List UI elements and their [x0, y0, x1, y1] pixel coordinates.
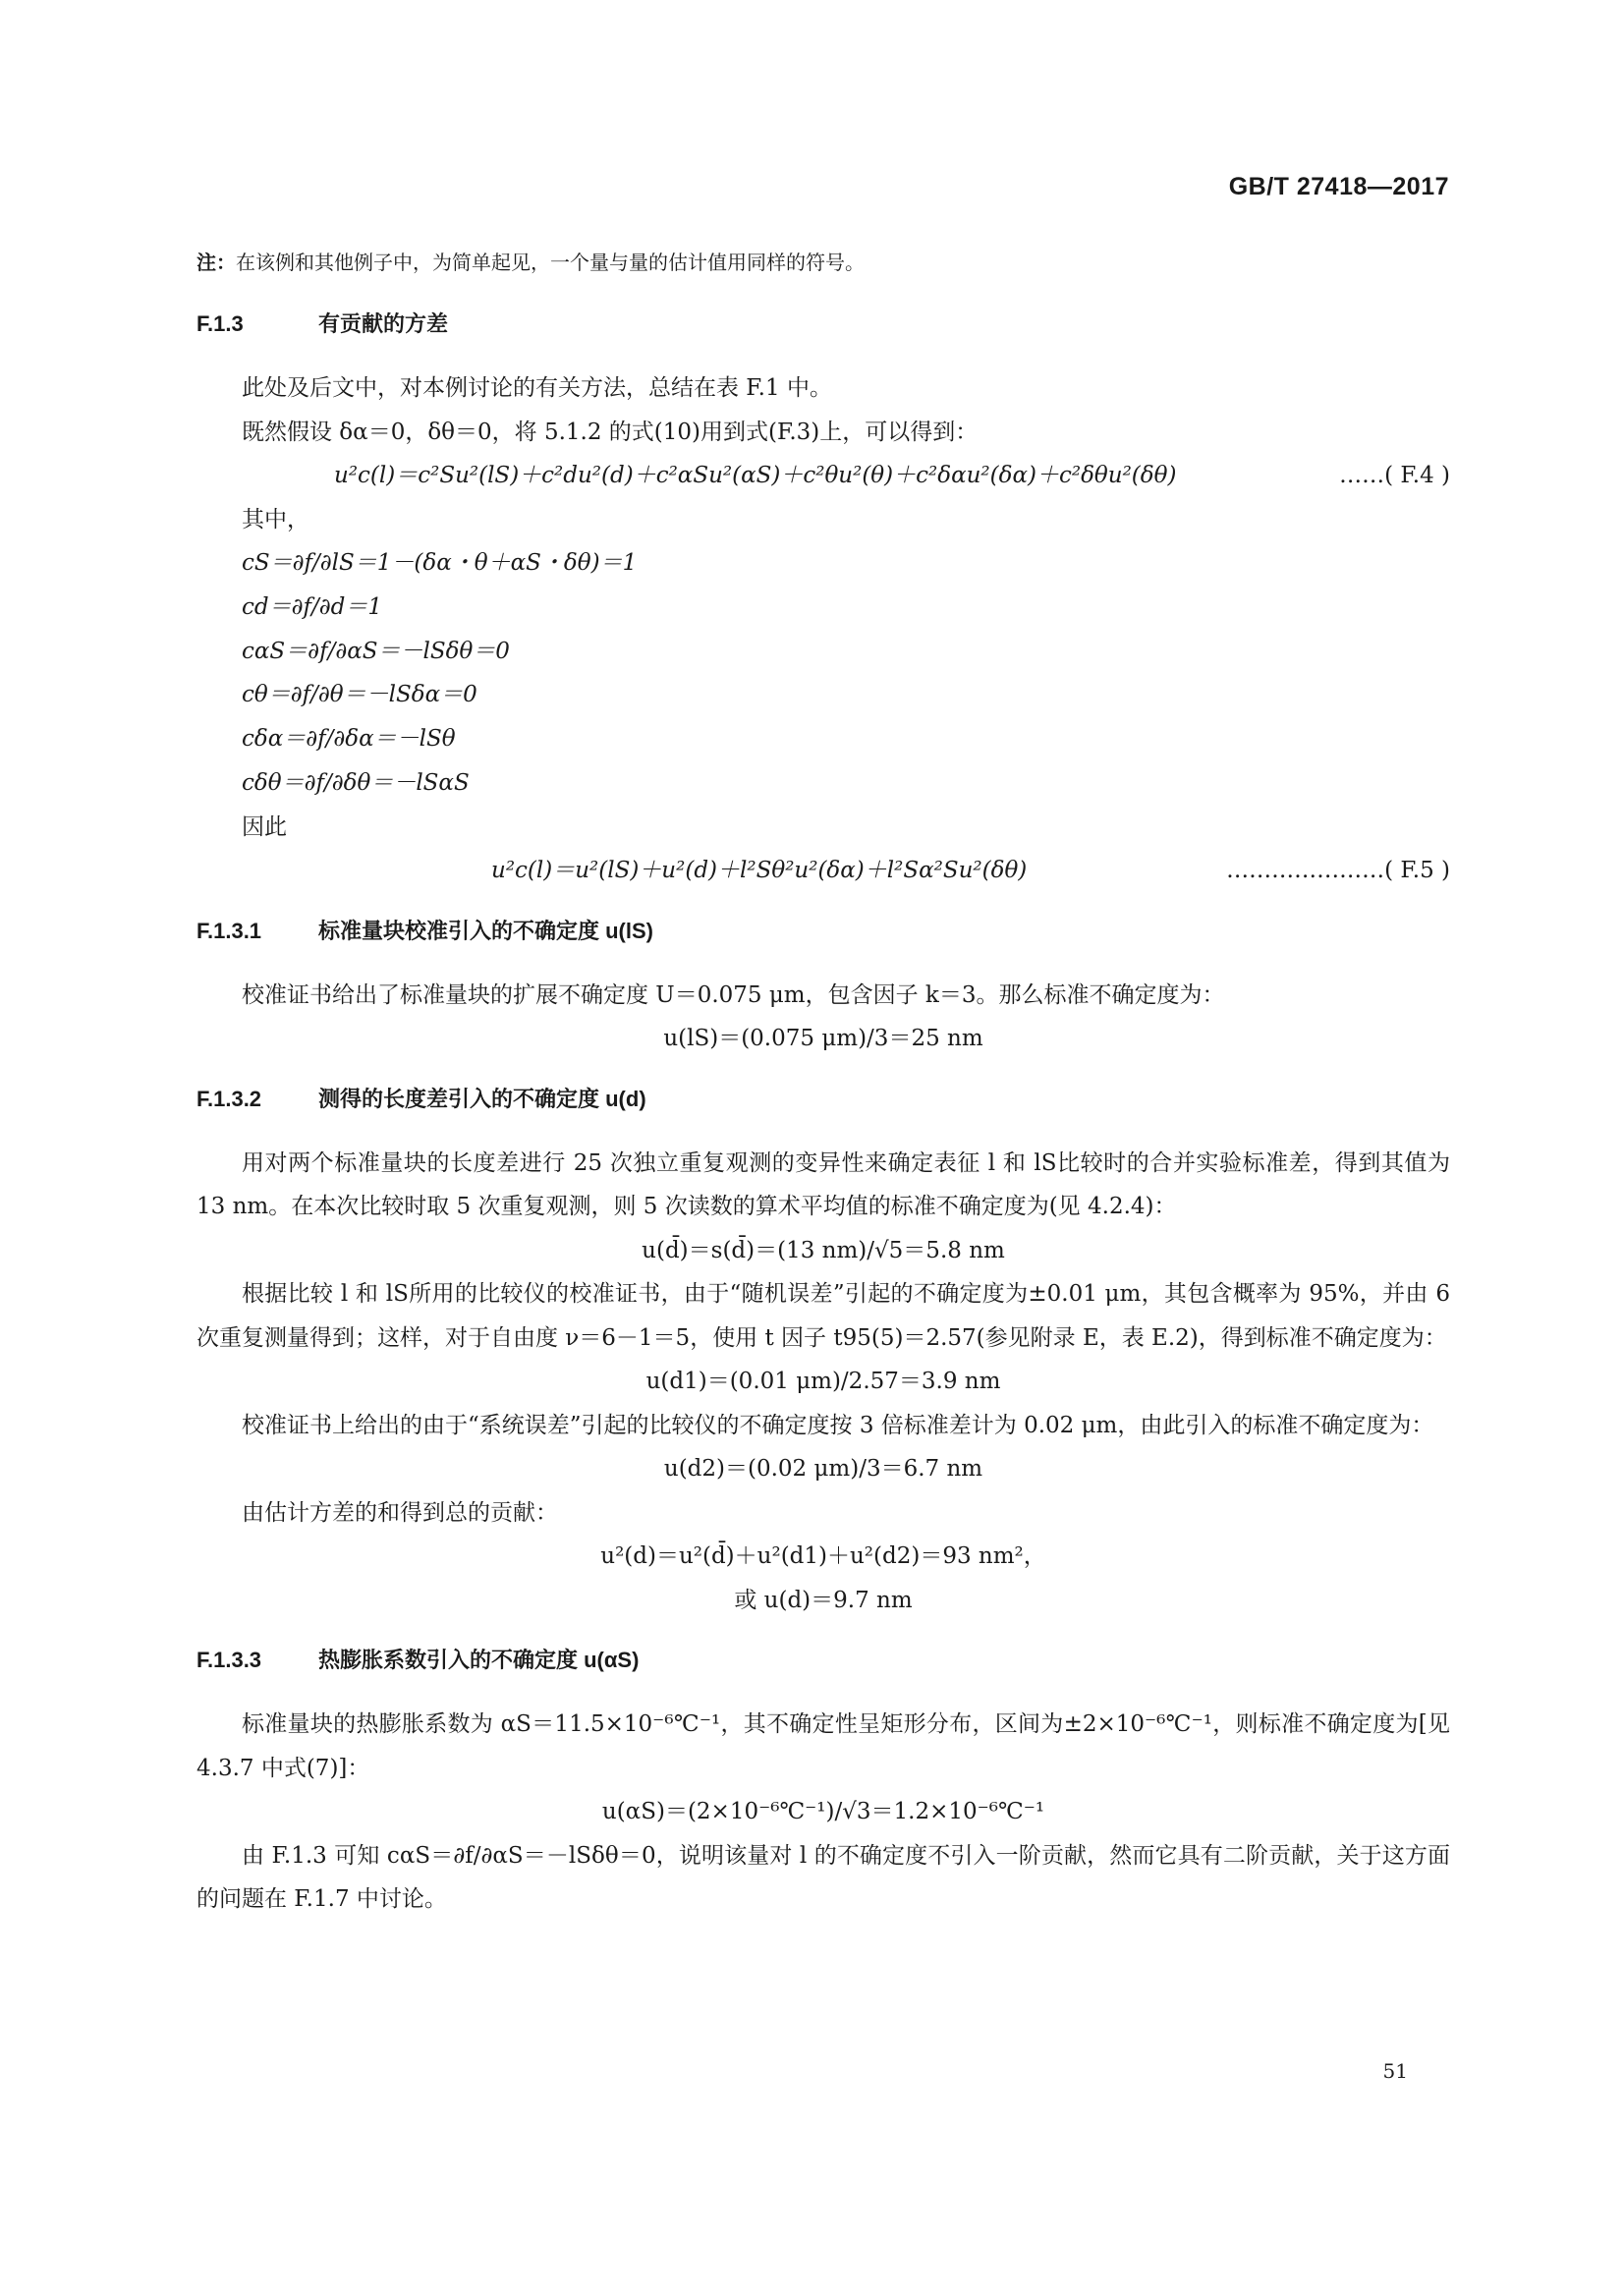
paragraph: 其中，	[242, 506, 309, 532]
paragraph: 由 F.1.3 可知 cαS＝∂f/∂αS＝－lSδθ＝0，说明该量对 l 的不确定度不引入一阶贡献，然而它具有二阶贡献，关于这方面的问题在 F.1.7 中讨论。	[196, 1842, 1450, 1913]
paragraph: 由估计方差的和得到总的贡献：	[242, 1499, 558, 1526]
paragraph: 此处及后文中，对本例讨论的有关方法，总结在表 F.1 中。	[242, 375, 832, 401]
equation-number: …………………( F.5 )	[1226, 858, 1450, 884]
paragraph: 标准量块的热膨胀系数为 αS＝11.5×10⁻⁶℃⁻¹，其不确定性呈矩形分布，区间为±2×10⁻⁶℃⁻¹，则标准不确定度为[见 4.3.7 中式(7)]：	[196, 1711, 1450, 1781]
definition-line: cαS＝∂f/∂αS＝－lSδθ＝0	[242, 638, 510, 664]
equation-body: u²c(l)＝c²Su²(lS)＋c²du²(d)＋c²αSu²(αS)＋c²θu²(θ)＋c²δαu²(δα)＋c²δθu²(δθ)	[334, 463, 1177, 488]
paragraph: 根据比较 l 和 lS所用的比较仪的校准证书，由于“随机误差”引起的不确定度为±0.01 μm，其包含概率为 95%，并由 6 次重复测量得到；这样，对于自由度 ν＝6－1＝5，使用 t 因子 t95(5)＝2.57(参见附录 E，表 E.2)，得到标准不确定度为：	[196, 1281, 1450, 1351]
equation: u(lS)＝(0.075 μm)/3＝25 nm	[663, 1026, 983, 1052]
section-heading-f133	[196, 1644, 1450, 1677]
definition-line: cd＝∂f/∂d＝1	[242, 593, 383, 620]
section-title: 有贡献的方差	[318, 311, 449, 336]
equation-number: ……( F.4 )	[1339, 463, 1450, 488]
note-text: 在该例和其他例子中，为简单起见，一个量与量的估计值用同样的符号。	[236, 251, 865, 274]
section-number: F.1.3.3	[196, 1648, 262, 1673]
section-number: F.1.3	[196, 311, 244, 336]
definition-line: cδα＝∂f/∂δα＝－lSθ	[242, 726, 456, 753]
note-label: 注：	[196, 252, 236, 274]
equation: u(d2)＝(0.02 μm)/3＝6.7 nm	[663, 1456, 983, 1483]
equation: u(αS)＝(2×10⁻⁶℃⁻¹)/√3＝1.2×10⁻⁶℃⁻¹	[601, 1799, 1045, 1825]
paragraph: 用对两个标准量块的长度差进行 25 次独立重复观测的变异性来确定表征 l 和 lS比较时的合并实验标准差，得到其值为 13 nm。在本次比较时取 5 次重复观测，则 5 次读数的算术平均值的标准不确定度为(见 4.2.4)：	[196, 1149, 1450, 1220]
section-title: 热膨胀系数引入的不确定度 u(αS)	[318, 1648, 640, 1673]
section-title: 测得的长度差引入的不确定度 u(d)	[318, 1086, 646, 1111]
section-number: F.1.3.2	[196, 1086, 262, 1111]
section-title: 标准量块校准引入的不确定度 u(lS)	[318, 918, 653, 943]
definition-line: cδθ＝∂f/∂δθ＝－lSαS	[242, 769, 470, 796]
equation: 或 u(d)＝9.7 nm	[734, 1587, 913, 1613]
equation-f5	[196, 849, 1450, 893]
definition-line: cS＝∂f/∂lS＝1－(δα・θ＋αS・δθ)＝1	[242, 550, 638, 576]
section-heading-f131	[196, 915, 1450, 948]
section-heading-f132	[196, 1083, 1450, 1116]
paragraph: 既然假设 δα＝0，δθ＝0，将 5.1.2 的式(10)用到式(F.3)上，可以得到：	[242, 419, 979, 445]
section-heading-f13	[196, 308, 1450, 341]
page-content	[196, 248, 1450, 1922]
equation: u(d̄)＝s(d̄)＝(13 nm)/√5＝5.8 nm	[642, 1237, 1005, 1263]
equation: u²(d)＝u²(d̄)＋u²(d1)＋u²(d2)＝93 nm²，	[600, 1543, 1046, 1570]
note	[196, 248, 1450, 278]
definition-line: cθ＝∂f/∂θ＝－lSδα＝0	[242, 682, 477, 708]
equation-body: u²c(l)＝u²(lS)＋u²(d)＋l²Sθ²u²(δα)＋l²Sα²Su²(δθ)	[491, 858, 1028, 884]
paragraph: 校准证书给出了标准量块的扩展不确定度 U＝0.075 μm，包含因子 k＝3。那么标准不确定度为：	[242, 981, 1225, 1008]
page-number: 51	[1382, 2059, 1408, 2083]
standard-code: GB/T 27418—2017	[1228, 173, 1449, 200]
paragraph: 校准证书上给出的由于“系统误差”引起的比较仪的不确定度按 3 倍标准差计为 0.02 μm，由此引入的标准不确定度为：	[242, 1412, 1434, 1438]
equation-f4	[196, 454, 1450, 498]
equation: u(d1)＝(0.01 μm)/2.57＝3.9 nm	[645, 1369, 1001, 1395]
section-number: F.1.3.1	[196, 918, 262, 943]
paragraph: 因此	[242, 813, 287, 840]
coefficient-definitions	[196, 541, 1450, 806]
